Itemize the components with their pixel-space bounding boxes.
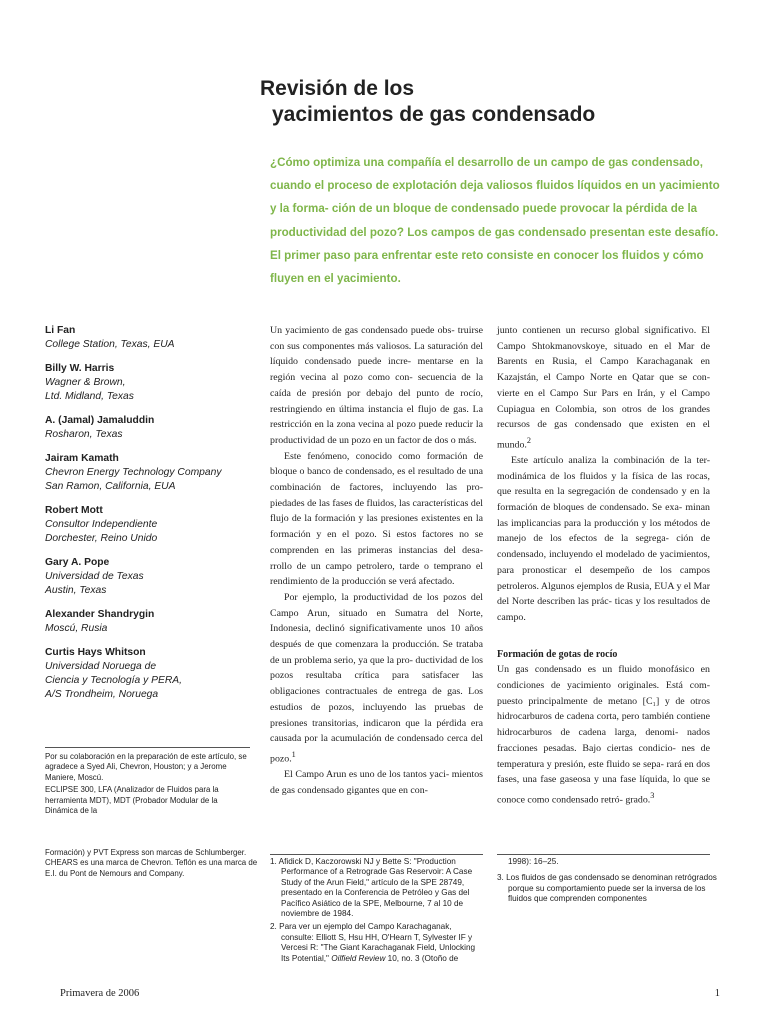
author-affiliation: Ciencia y Tecnología y PERA, bbox=[45, 675, 182, 686]
footnote-ref: 1 bbox=[291, 749, 296, 759]
body-text: junto contienen un recurso global significativo. El Campo Shtokmanovskoye, situado en el Mar de Barents en Rusia, el Campo Karachaganak en Kazajstán, el Campo Norte en Qatar que se con- vierte en el Campo Sur Pars en Irán, y el Campo Cupiagua en Colombia, son otros de los grandes recursos de gas condensado que existen en el mundo. bbox=[497, 325, 710, 451]
body-paragraph bbox=[497, 323, 710, 453]
journal-title: Oilfield Review bbox=[331, 953, 386, 963]
lead-paragraph: ¿Cómo optimiza una compañía el desarrollo de un campo de gas condensado, cuando el proceso de explotación deja valiosos fluidos líquidos en un yacimiento y la forma- ción de un bloque de condensado puede provocar la pérdida de la productividad del pozo? Los campos de gas condensado presentan este desafío. El primer paso para enfrentar este reto consiste en conocer los fluidos y cómo fluyen en el yacimiento. bbox=[270, 156, 720, 286]
article-title bbox=[260, 76, 720, 128]
title-line-2: yacimientos de gas condensado bbox=[272, 103, 596, 126]
body-text: Por ejemplo, la productividad de los pozos del Campo Arun, situado en Sumatra del Norte, Indonesia, declinó significativamente unos 10 años después de que comenzara la producción. Se trataba de un problema serio, ya que la pro- ductividad de los pozos resultaba crítica para satisfacer las obligaciones contractuales de entrega de gas. Los estudios de pozos, incluyendo las pruebas de presiones transitorias, indicaron que la pérdida era causada por la acumulación de condensado cerca del pozo. bbox=[270, 591, 483, 765]
author-affiliation: Ltd. Midland, Texas bbox=[45, 391, 134, 402]
author-list bbox=[45, 324, 250, 712]
divider bbox=[45, 747, 250, 748]
trademark-note bbox=[45, 848, 260, 879]
author-affiliation: Universidad Noruega de bbox=[45, 661, 157, 672]
author-name: Gary A. Pope bbox=[45, 557, 110, 568]
footnote-continuation: 1998): 16–25. bbox=[508, 857, 559, 866]
author-name: Alexander Shandrygin bbox=[45, 609, 155, 620]
body-paragraph: Este artículo analiza la combinación de la ter- modinámica de los fluidos y la física de las rocas, que resulta en la segregación de condensado y en la formación de bloques de condensado. Se exa- minan las implicancias para la producción y los métodos de manejo de los efectos de la segrega- ción de condensado, incluyendo el modelado de yacimientos, para pronosticar el desempeño de los campos petroleros. Algunos ejemplos de Rusia, EUA y el Mar del Norte describen las prác- ticas y los resultados de campo. bbox=[497, 454, 710, 623]
author-entry bbox=[45, 608, 250, 636]
author-name: Curtis Hays Whitson bbox=[45, 647, 146, 658]
body-text: Un gas condensado es un fluido monofásico en condiciones de yacimiento originales. Está com- puesto principalmente de metano [C₁] y de otros hidrocarburos de cadena corta, pero también contiene hidrocarburos de cadena larga, denomi- nados fracciones pesadas. Bajo ciertas condicio- nes de temperatura y presión, este fluido se sepa- rará en dos fases, una fase gaseosa y una fase líquida, lo que se conoce como condensado retró- grado. bbox=[497, 664, 710, 806]
footnote-text: 10, no. 3 (Otoño de bbox=[385, 953, 459, 963]
author-affiliation: Dorchester, Reino Unido bbox=[45, 533, 158, 544]
author-entry bbox=[45, 414, 250, 442]
author-entry bbox=[45, 362, 250, 404]
issue-date: Primavera de 2006 bbox=[60, 988, 140, 999]
body-paragraph bbox=[270, 590, 483, 767]
title-line-1: Revisión de los bbox=[260, 77, 415, 100]
author-entry bbox=[45, 452, 250, 494]
author-affiliation: Wagner & Brown, bbox=[45, 377, 126, 388]
author-affiliation: College Station, Texas, EUA bbox=[45, 339, 175, 350]
author-name: A. (Jamal) Jamaluddin bbox=[45, 415, 155, 426]
author-name: Jairam Kamath bbox=[45, 453, 119, 464]
author-affiliation: Consultor Independiente bbox=[45, 519, 158, 530]
footnote-divider bbox=[497, 854, 710, 855]
author-affiliation: Rosharon, Texas bbox=[45, 429, 123, 440]
footnote-ref: 2 bbox=[526, 435, 532, 445]
body-paragraph: Este fenómeno, conocido como formación de bloque o banco de condensado, es el resultado de una combinación de factores, incluyendo las pro- piedades de las fases de fluidos, las características del flujo de la formación y las presiones existentes en la formación y en el pozo. Si estos factores no se comprenden en las primeras instancias del desa- rrollo de un campo petrolero, tarde o temprano el rendimiento de la producción se verá afectado. bbox=[270, 450, 483, 588]
footnotes-column-2 bbox=[497, 857, 722, 908]
body-column-2 bbox=[497, 323, 710, 808]
author-affiliation: Austin, Texas bbox=[45, 585, 107, 596]
author-affiliation: Chevron Energy Technology Company bbox=[45, 467, 222, 478]
body-paragraph bbox=[497, 662, 710, 808]
author-affiliation: Universidad de Texas bbox=[45, 571, 144, 582]
author-name: Robert Mott bbox=[45, 505, 103, 516]
section-heading: Formación de gotas de rocío bbox=[497, 648, 618, 660]
acknowledgment-text: Por su colaboración en la preparación de este artículo, se agradece a Syed Ali, Chevron, Houston; y a Jerome Maniere, Moscú. bbox=[45, 752, 247, 782]
trademark-text: ECLIPSE 300, LFA (Analizador de Fluidos para la herramienta MDT), MDT (Probador Modular de la Dinámica de la bbox=[45, 785, 219, 816]
footnote: 3. Los fluidos de gas condensado se denominan retrógrados porque su comportamiento puede ser la inversa de los fluidos que comprenden componentes bbox=[497, 873, 717, 904]
body-paragraph: El Campo Arun es uno de los tantos yaci- mientos de gas condensado gigantes que en con- bbox=[270, 768, 483, 796]
author-affiliation: A/S Trondheim, Noruega bbox=[45, 689, 159, 700]
author-entry bbox=[45, 646, 250, 702]
author-name: Li Fan bbox=[45, 325, 76, 336]
body-paragraph: Un yacimiento de gas condensado puede obs- truirse con sus componentes más valiosos. La saturación del líquido condensado puede incre- mentarse en la región vecina al pozo como con- secuencia de la caída de presión por debajo del punto de rocío, restringiendo en última instancia el flujo de gas. La restricción en la zona vecina al pozo puede reducir la productividad de un pozo en un factor de dos o más. bbox=[270, 325, 483, 446]
acknowledgment-note bbox=[45, 752, 250, 818]
body-column-1 bbox=[270, 323, 483, 798]
page-number: 1 bbox=[714, 988, 720, 999]
trademark-text: Formación) y PVT Express son marcas de Schlumberger. CHEARS es una marca de Chevron. Teflón es una marca de bbox=[45, 848, 258, 868]
footnotes-column-1 bbox=[270, 857, 483, 967]
author-entry bbox=[45, 504, 250, 546]
trademark-text: E.I. du Pont de Nemours and Company. bbox=[45, 868, 185, 878]
author-entry bbox=[45, 556, 250, 598]
footnote-ref: 3 bbox=[650, 790, 655, 800]
author-affiliation: San Ramon, California, EUA bbox=[45, 481, 176, 492]
footnote-text: 2. Para ver un ejemplo del Campo Karachaganak, consulte: Elliott S, Hsu HH, O'Hearn T, Sylvester IF y Vercesi R: "The Giant Karachaganak Field, Unlocking Its Potential," bbox=[270, 922, 476, 963]
author-affiliation: Moscú, Rusia bbox=[45, 623, 108, 634]
footnote: 1. Afidick D, Kaczorowski NJ y Bette S: "Production Performance of a Retrograde Gas Reservoir: A Case Study of the Arun Field," artículo de la SPE 28749, presentado en la Conferencia de Petróleo y Gas del Pacífico Asiático de la SPE, Melbourne, 7 al 10 de noviembre de 1984. bbox=[270, 857, 473, 919]
author-entry bbox=[45, 324, 250, 352]
author-name: Billy W. Harris bbox=[45, 363, 115, 374]
footnote bbox=[270, 922, 483, 964]
footnote-divider bbox=[270, 854, 483, 855]
